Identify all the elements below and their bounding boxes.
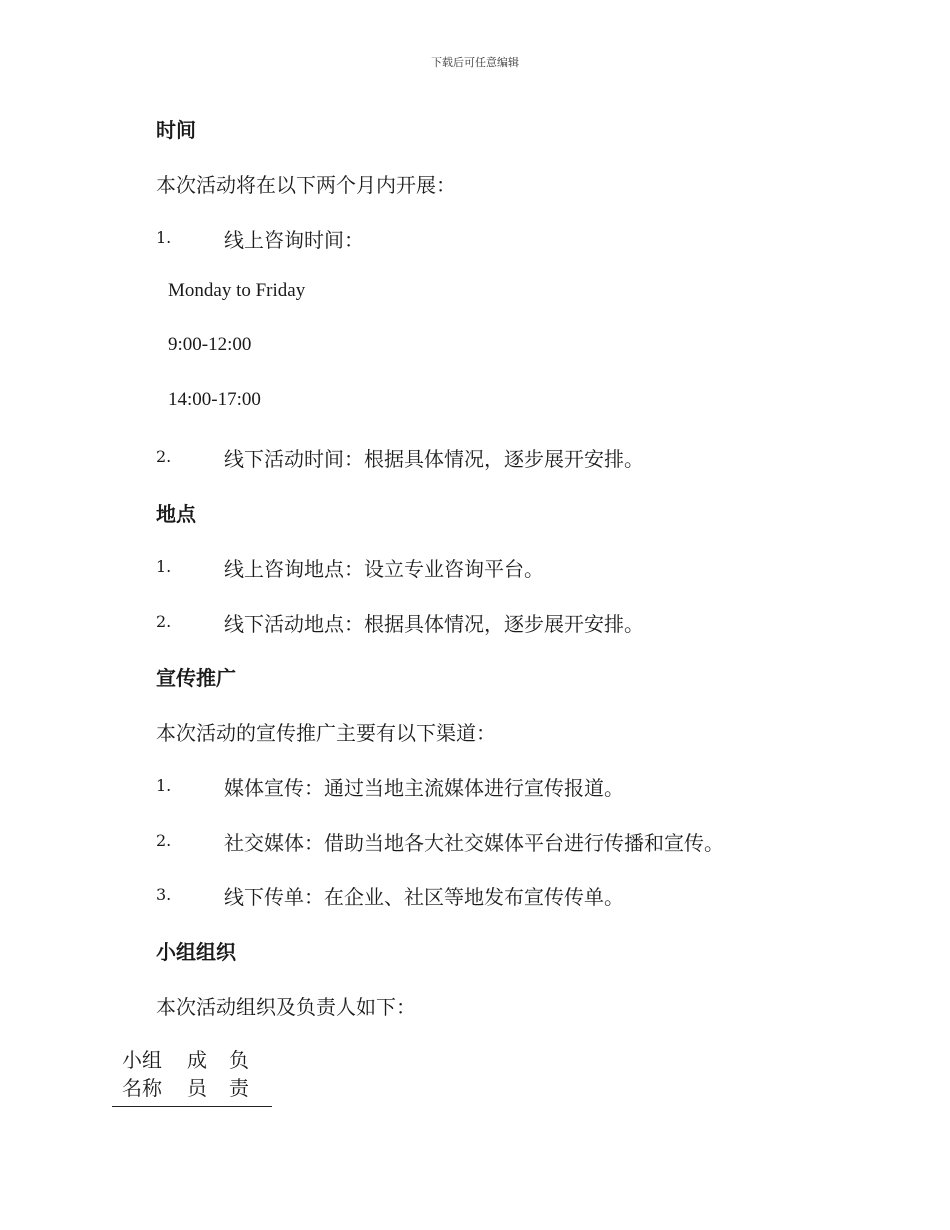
section-heading-promotion: 宣传推广 (156, 666, 236, 690)
table-header-line: 名称 (122, 1076, 162, 1100)
list-item: 线下传单：在企业、社区等地发布宣传传单。 (224, 885, 624, 909)
section-heading-time: 时间 (156, 118, 196, 142)
list-number: 1. (156, 776, 172, 795)
table-header-line: 小组 (122, 1048, 162, 1072)
section-heading-place: 地点 (156, 502, 196, 526)
page-header: 下载后可任意编辑 (431, 56, 519, 69)
table-header-line: 负 (229, 1048, 249, 1072)
table-header-line: 责 (229, 1076, 249, 1100)
list-item: 线上咨询时间： (224, 228, 364, 252)
list-item: 社交媒体：借助当地各大社交媒体平台进行传播和宣传。 (224, 831, 724, 855)
table-header-line: 员 (187, 1076, 207, 1100)
table-header-group-name (122, 1046, 162, 1102)
schedule-days: Monday to Friday (168, 280, 306, 301)
section-heading-group: 小组组织 (156, 940, 236, 964)
list-number: 2. (156, 612, 172, 631)
list-item: 线下活动时间：根据具体情况，逐步展开安排。 (224, 447, 644, 471)
group-intro: 本次活动组织及负责人如下： (156, 995, 416, 1019)
list-number: 1. (156, 557, 172, 576)
promotion-intro: 本次活动的宣传推广主要有以下渠道： (156, 721, 496, 745)
group-table-header (112, 1046, 272, 1107)
list-number: 3. (156, 885, 172, 904)
table-header-line: 成 (187, 1048, 207, 1072)
list-number: 1. (156, 228, 172, 247)
time-intro: 本次活动将在以下两个月内开展： (156, 173, 456, 197)
list-item: 媒体宣传：通过当地主流媒体进行宣传报道。 (224, 776, 624, 800)
table-header-members (187, 1046, 207, 1102)
list-item: 线下活动地点：根据具体情况，逐步展开安排。 (224, 612, 644, 636)
list-number: 2. (156, 831, 172, 850)
list-number: 2. (156, 447, 172, 466)
schedule-morning: 9:00-12:00 (168, 334, 252, 355)
schedule-afternoon: 14:00-17:00 (168, 389, 261, 410)
list-item: 线上咨询地点：设立专业咨询平台。 (224, 557, 544, 581)
table-header-responsible (229, 1046, 249, 1102)
